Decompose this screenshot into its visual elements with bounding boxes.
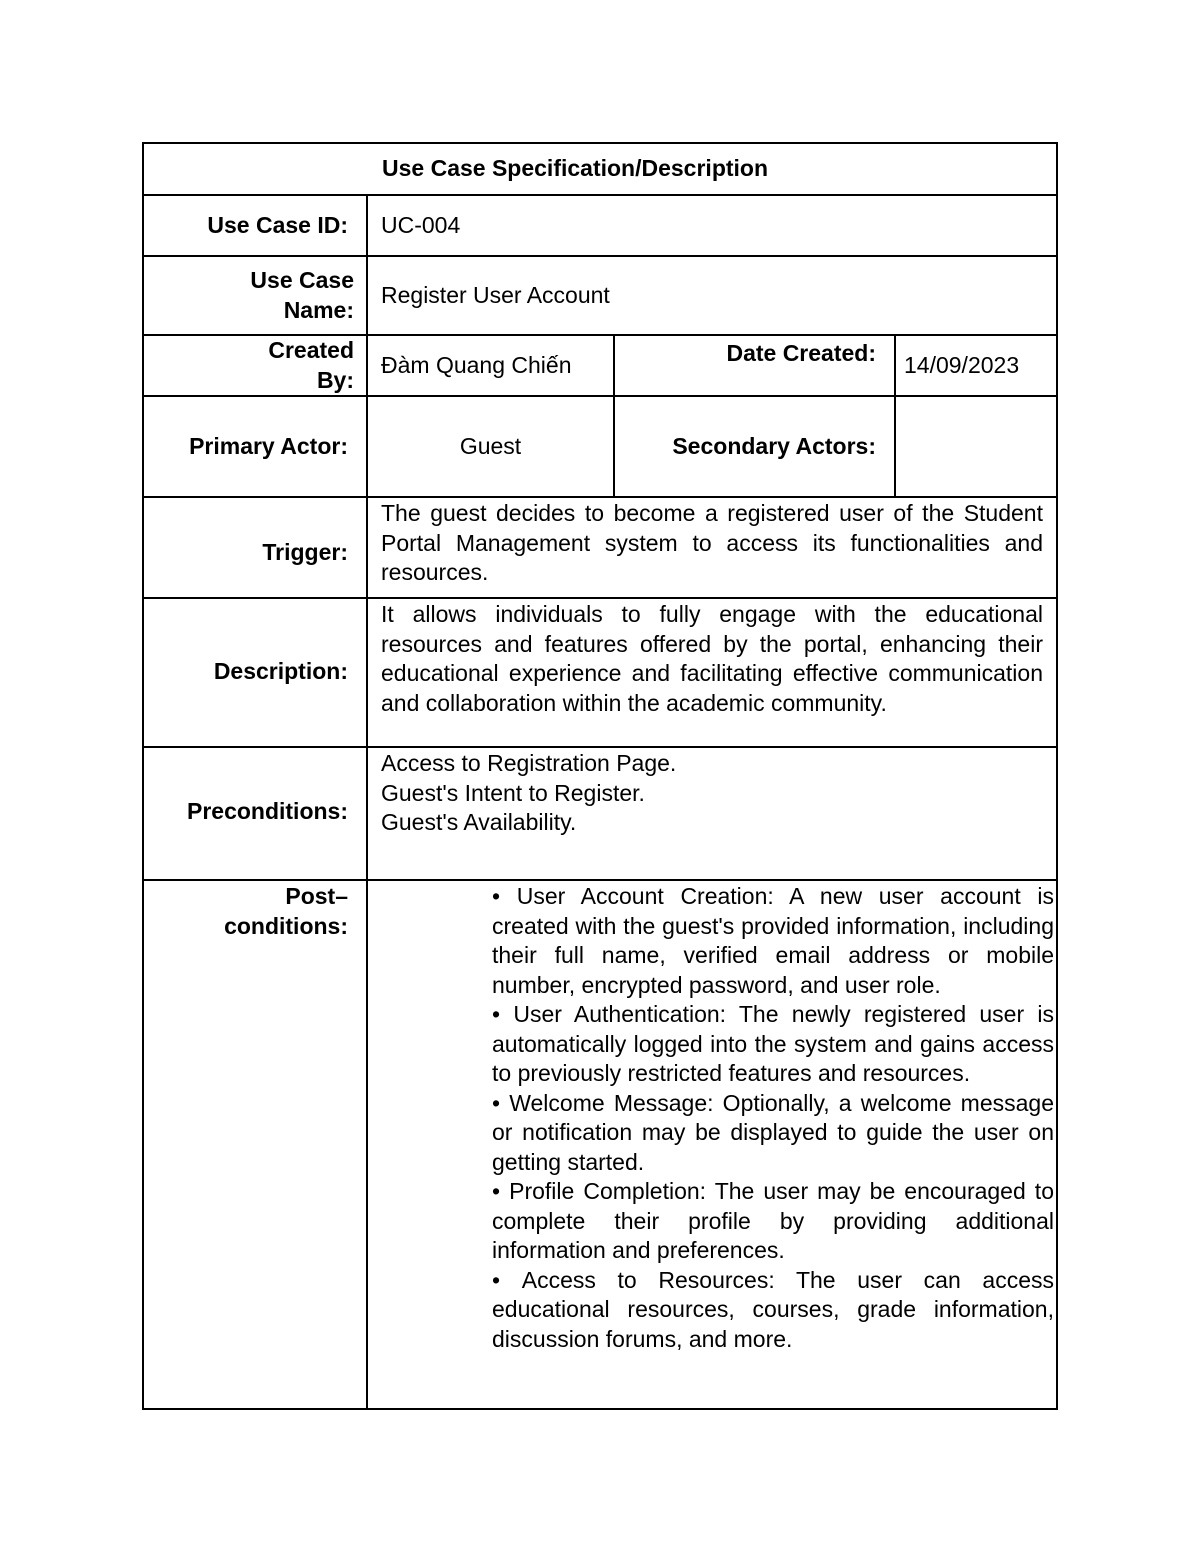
postconditions-list [492, 882, 1054, 1354]
use-case-name-label-line1: Use Case [250, 267, 354, 293]
preconditions-label: Preconditions: [186, 797, 348, 824]
use-case-id-label-cell [142, 194, 368, 257]
precondition-item: Access to Registration Page. [381, 750, 677, 776]
table-title-cell [142, 142, 1058, 196]
description-label: Description: [213, 657, 348, 684]
postconditions-label-line2: conditions: [224, 912, 348, 939]
secondary-actors-value-cell [894, 395, 1058, 498]
postcondition-item: • Access to Resources: The user can access educational resources, courses, grade information, discussion forums, and more. [492, 1266, 1054, 1355]
use-case-name-label-cell [142, 255, 368, 336]
postcondition-item: • Welcome Message: Optionally, a welcome message or notification may be displayed to guide the user on getting started. [492, 1089, 1054, 1178]
table-title: Use Case Specification/Description [382, 155, 769, 182]
use-case-name-value-cell [366, 255, 1058, 336]
date-created-label-cell [613, 334, 896, 397]
postconditions-label-line1: Post– [285, 883, 348, 909]
created-by-value: Đàm Quang Chiến [381, 351, 572, 378]
date-created-value: 14/09/2023 [904, 351, 1020, 378]
preconditions-value-cell [366, 746, 1058, 881]
postcondition-item: • User Authentication: The newly registered user is automatically logged into the system and gains access to previously restricted features and resources. [492, 1000, 1054, 1089]
use-case-id-value: UC-004 [381, 211, 461, 238]
description-value: It allows individuals to fully engage with the educational resources and features offered by the portal, enhancing their educational experience and facilitating effective communication and collaboration within the academic community. [381, 601, 1043, 716]
secondary-actors-label: Secondary Actors: [672, 432, 876, 459]
preconditions-label-cell [142, 746, 368, 881]
description-value-cell [366, 597, 1058, 748]
postconditions-value-cell [366, 879, 1058, 1410]
postcondition-item: • Profile Completion: The user may be encouraged to complete their profile by providing additional information and preferences. [492, 1177, 1054, 1266]
precondition-item: Guest's Intent to Register. [381, 779, 645, 806]
use-case-name-value: Register User Account [381, 281, 610, 308]
trigger-value-cell [366, 496, 1058, 599]
precondition-item: Guest's Availability. [381, 809, 577, 835]
primary-actor-value-cell [366, 395, 615, 498]
date-created-label: Date Created: [726, 340, 876, 366]
created-by-label-cell [142, 334, 368, 397]
primary-actor-label: Primary Actor: [189, 432, 348, 459]
use-case-id-value-cell [366, 194, 1058, 257]
use-case-table [142, 142, 1058, 1410]
created-by-value-cell [366, 334, 615, 397]
preconditions-list [381, 749, 676, 838]
trigger-label-cell [142, 496, 368, 599]
use-case-name-label-line2: Name: [283, 296, 354, 323]
created-by-label-line1: Created [268, 337, 354, 363]
trigger-label: Trigger: [262, 538, 348, 565]
created-by-label-line2: By: [316, 367, 354, 393]
primary-actor-label-cell [142, 395, 368, 498]
primary-actor-value: Guest [459, 432, 522, 459]
use-case-id-label: Use Case ID: [207, 211, 348, 238]
description-label-cell [142, 597, 368, 748]
postcondition-item: • User Account Creation: A new user account is created with the guest's provided information, including their full name, verified email address or mobile number, encrypted password, and user role. [492, 882, 1054, 1000]
secondary-actors-label-cell [613, 395, 896, 498]
trigger-value: The guest decides to become a registered user of the Student Portal Management system to access its functionalities and resources. [381, 500, 1043, 585]
postconditions-label-cell [142, 879, 368, 1410]
date-created-value-cell [894, 334, 1058, 397]
